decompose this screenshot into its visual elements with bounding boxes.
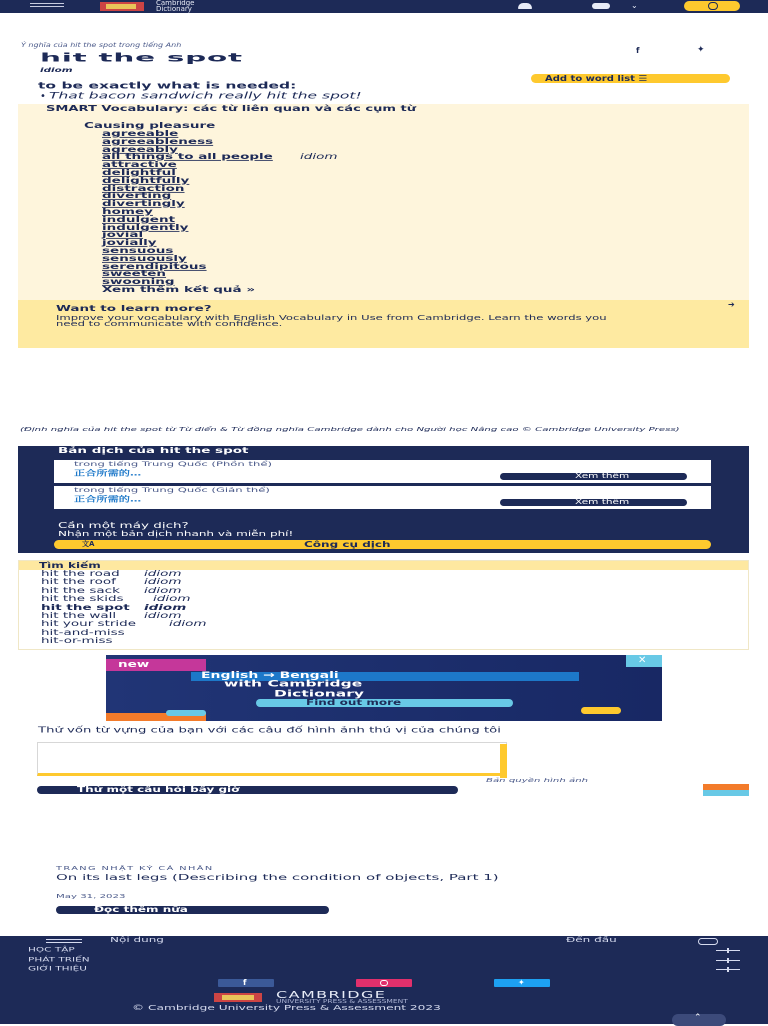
twitter-icon[interactable]: ✦ — [494, 979, 550, 987]
language-icon[interactable] — [592, 3, 610, 9]
example-sentence: • That bacon sandwich really hit the spot! — [40, 91, 362, 102]
site-logo-text[interactable]: Cambridge Dictionary — [156, 0, 195, 13]
blog-date: May 31, 2023 — [56, 893, 126, 900]
facebook-share-icon[interactable]: f — [636, 46, 640, 55]
scroll-top-button[interactable]: ⌃ — [672, 1014, 726, 1026]
search-item-word: hit the roof — [41, 578, 116, 588]
smart-vocab-word: sensuous — [102, 247, 174, 256]
smart-vocab-word: agreeableness — [102, 137, 214, 147]
smart-vocabulary-heading[interactable]: SMART Vocabulary: các từ liên quan và các cụm từ — [46, 105, 417, 114]
smart-vocab-word: sensuously — [102, 254, 187, 264]
smart-vocab-word: agreeably — [102, 145, 178, 155]
twitter-share-icon[interactable]: ✦ — [697, 45, 705, 55]
footer-shield-logo — [214, 993, 262, 1002]
smart-vocab-word: indulgent — [102, 215, 176, 225]
smart-vocab-word: delightful — [102, 169, 176, 178]
search-item-word: hit the wall — [41, 612, 117, 621]
footer-section-label: GIỚI THIỆU — [28, 965, 87, 972]
smart-category[interactable]: Causing pleasure — [84, 122, 216, 131]
footer-section-label: PHÁT TRIỂN — [28, 955, 90, 963]
footer-section[interactable] — [28, 957, 740, 966]
banner-line2: with Cambridge — [224, 679, 363, 689]
search-item-tag: idiom — [144, 586, 182, 596]
search-item-word: hit your stride — [41, 620, 137, 630]
smart-vocab-word: diverting — [102, 192, 172, 202]
learn-more-body: Improve your vocabulary with English Vocabulary in Use from Cambridge. Learn the words you need to communicate with confidence. — [56, 314, 607, 328]
need-translator-subtitle: Nhận một bản dịch nhanh và miễn phí! — [58, 530, 294, 538]
search-item-word: hit the sack — [41, 586, 120, 596]
translation-tool-button[interactable]: 文A Công cụ dịch — [54, 540, 711, 549]
search-item-tag: idiom — [144, 612, 182, 621]
definition: to be exactly what is needed: — [38, 81, 297, 91]
search-item[interactable] — [41, 637, 113, 646]
chevron-down-icon[interactable]: ⌄ — [631, 1, 638, 10]
search-item-tag: idiom — [144, 578, 182, 588]
try-quiz-button[interactable]: Thử một câu hỏi bây giờ — [37, 786, 458, 794]
translations-title: Bản dịch của hit the spot — [58, 447, 249, 456]
top-bar — [0, 0, 768, 13]
translation-text: 正合所需的… — [74, 495, 142, 504]
search-icon — [708, 2, 718, 10]
search-list-header: Tìm kiếm — [19, 561, 748, 570]
copyright: © Cambridge University Press & Assessment 2023 — [132, 1004, 441, 1012]
blog-panel — [18, 800, 749, 918]
add-to-word-list-button[interactable]: Add to word list ☰ — [531, 74, 730, 83]
search-item-word: hit the road — [41, 570, 120, 579]
footer-brand-sub: UNIVERSITY PRESS & ASSESSMENT — [276, 999, 408, 1005]
smart-vocab-word: homey — [102, 208, 153, 217]
search-item-word: hit the skids — [41, 595, 124, 604]
headword: hit the spot — [40, 50, 243, 65]
translation-card — [54, 460, 711, 483]
footer-brand: CAMBRIDGE — [276, 989, 387, 1001]
learn-more-panel — [18, 300, 749, 348]
search-item[interactable] — [41, 595, 191, 604]
smart-vocabulary-panel — [18, 104, 749, 300]
banner-line3: Dictionary — [274, 689, 364, 699]
translate-icon: 文A — [82, 540, 95, 548]
blog-title[interactable]: On its last legs (Describing the condition of objects, Part 1) — [56, 873, 499, 883]
search-item-word: hit-or-miss — [41, 637, 113, 646]
smart-vocab-word: divertingly — [102, 200, 185, 209]
facebook-icon[interactable]: f — [218, 979, 274, 987]
footer-section-label: HỌC TẬP — [28, 946, 75, 953]
search-item-tag: idiom — [144, 603, 187, 613]
learn-more-title: Want to learn more? — [56, 305, 212, 314]
smart-vocab-word: serendipitous — [102, 262, 207, 272]
blog-kicker: TRANG NHẬT KÝ CÁ NHÂN — [56, 865, 214, 872]
quiz-title: Thử vốn từ vựng của bạn với các câu đố hình ảnh thú vị của chúng tôi — [38, 726, 501, 735]
new-badge: new — [106, 659, 206, 671]
cambridge-shield-logo[interactable] — [100, 2, 144, 11]
smart-vocab-word: swooning — [102, 278, 175, 287]
example-bullet: • — [40, 91, 46, 102]
footer-section[interactable] — [28, 947, 740, 956]
search-item-tag: idiom — [144, 570, 182, 579]
quiz-image-frame[interactable] — [37, 742, 507, 776]
smart-vocab-word: jovially — [102, 239, 157, 248]
smart-vocab-word: jovial — [102, 231, 144, 241]
quiz-image-accent — [500, 744, 507, 778]
translation-language: trong tiếng Trung Quốc (Giản thể) — [74, 486, 270, 494]
need-translator-title: Cần một máy dịch? — [58, 522, 189, 531]
smart-vocab-word: sweeten — [102, 270, 167, 280]
search-list-panel — [18, 560, 749, 650]
close-ad-icon[interactable]: ✕ — [626, 655, 662, 667]
bengali-dictionary-banner[interactable] — [106, 655, 662, 721]
see-more-results-link[interactable]: Xem thêm kết quả » — [102, 286, 256, 295]
smart-vocab-word: indulgently — [102, 223, 189, 233]
translation-text: 正合所需的… — [74, 469, 142, 478]
translation-language: trong tiếng Trung Quốc (Phồn thể) — [74, 460, 272, 468]
search-item-word: hit-and-miss — [41, 628, 125, 638]
banner-cta-button[interactable]: Find out more — [256, 699, 513, 707]
image-credits-link[interactable]: Bản quyền hình ảnh — [486, 777, 589, 784]
arrow-right-icon[interactable]: ➔ — [728, 300, 735, 309]
user-icon[interactable] — [518, 3, 532, 9]
footer-contents-label[interactable]: Nội dung — [110, 936, 164, 944]
translations-panel — [18, 446, 749, 553]
read-more-button[interactable]: Đọc thêm nữa — [56, 906, 329, 914]
smart-vocab-word: delightfully — [102, 176, 190, 186]
banner-line1: English → Bengali — [191, 672, 579, 681]
footer-section[interactable] — [28, 966, 740, 975]
smart-vocab-word: attractive — [102, 161, 177, 170]
smart-vocab-word: all things to all people — [102, 153, 273, 163]
menu-icon[interactable] — [30, 3, 64, 9]
arrow-up-icon[interactable] — [698, 938, 718, 945]
see-more-translation-button[interactable]: Xem thêm — [500, 499, 687, 506]
instagram-icon[interactable] — [356, 979, 412, 987]
breadcrumb: Ý nghĩa của hit the spot trong tiếng Anh — [21, 41, 182, 49]
search-item-word: hit the spot — [41, 603, 130, 613]
smart-vocab-word: agreeable — [102, 130, 179, 139]
translation-card — [54, 486, 711, 509]
smart-vocab-word: distraction — [102, 184, 185, 194]
search-item-tag: idiom — [169, 620, 207, 630]
footer — [0, 936, 768, 1024]
back-to-top-link[interactable]: Đến đầu — [566, 936, 617, 944]
footer-menu-icon[interactable] — [46, 939, 82, 943]
search-item-tag: idiom — [152, 595, 191, 604]
part-of-speech: idiom — [40, 66, 73, 74]
smart-vocab-tag: idiom — [300, 153, 338, 163]
definition-source-note: (Định nghĩa của hit the spot từ Từ điển & Từ đồng nghĩa Cambridge dành cho Người học Nâng cao © Cambridge University Press) — [20, 426, 680, 433]
see-more-translation-button[interactable]: Xem thêm — [500, 473, 687, 480]
search-button[interactable] — [684, 1, 740, 11]
